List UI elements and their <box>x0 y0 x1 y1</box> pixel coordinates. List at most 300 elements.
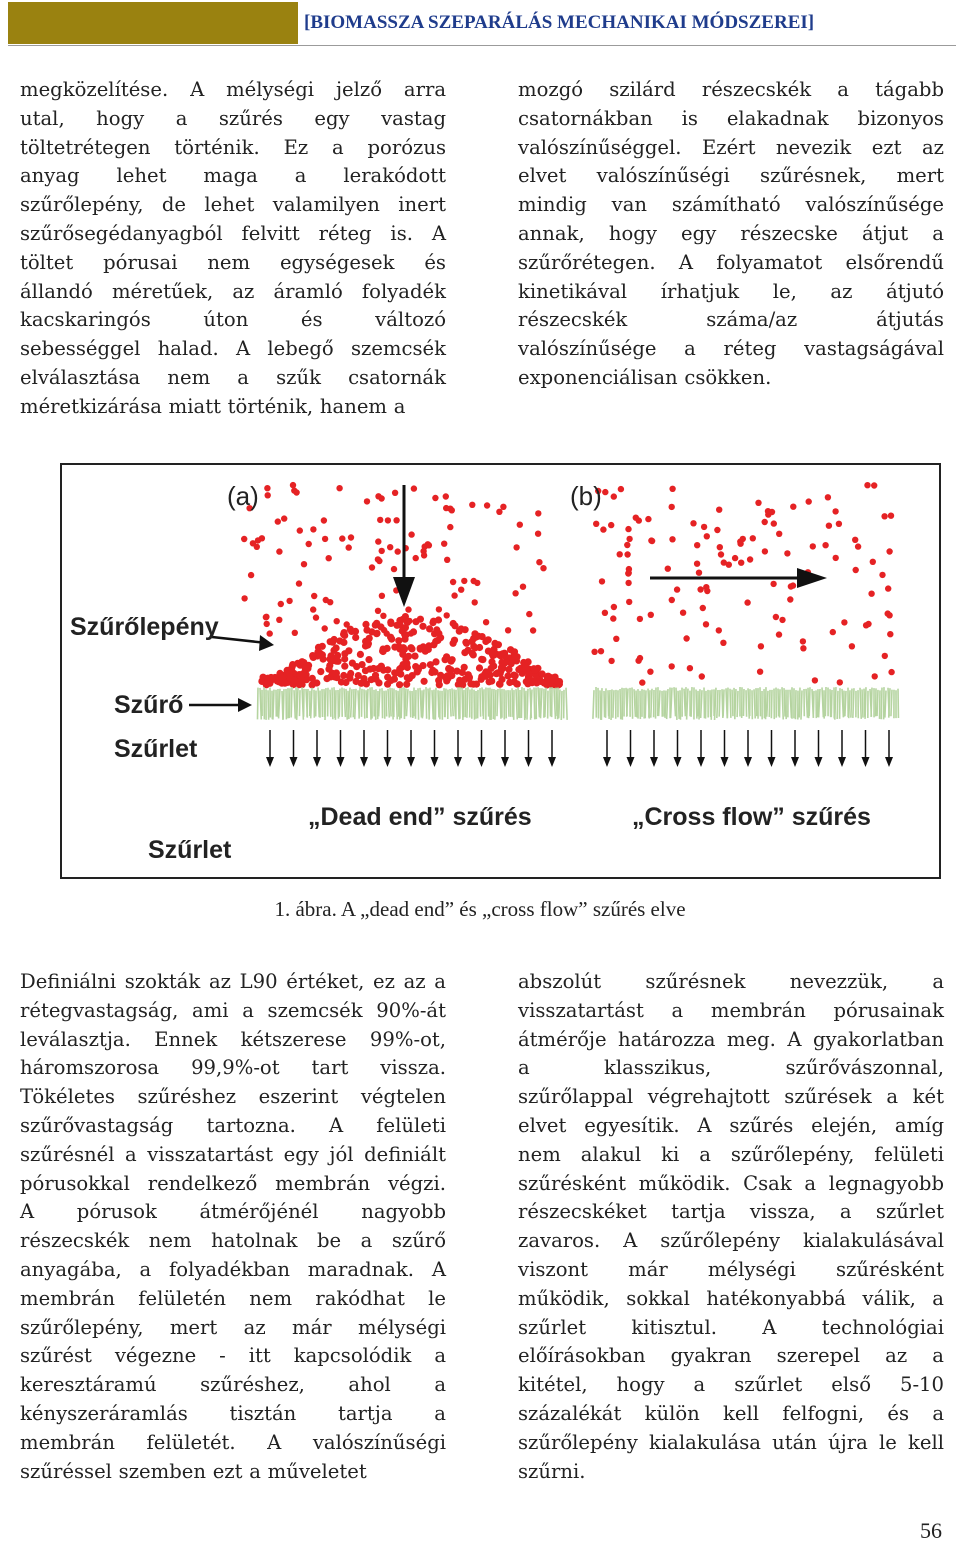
text-line: mozgó szilárd részecskék a tágabb <box>518 78 944 101</box>
filtrate-arrow-head <box>384 757 392 767</box>
text-line: töltet pórusai nem egységesek és <box>20 250 446 274</box>
particle <box>443 493 449 499</box>
filter-fiber <box>379 689 380 717</box>
header-divider <box>8 45 956 46</box>
filter-fiber <box>500 688 501 719</box>
filter-fiber <box>382 688 383 718</box>
filter-fiber <box>525 691 526 719</box>
particle <box>387 619 394 626</box>
text-line: részecskék nem hatolnak be a szűrő <box>20 1229 446 1253</box>
text-line: valószínűsége a réteg vastagságával <box>518 337 944 361</box>
particle <box>348 534 354 540</box>
text-line: nem alakul ki a szűrőlepény, felületi <box>518 1142 944 1166</box>
filtrate-arrow-head <box>454 757 462 767</box>
particle <box>683 635 689 641</box>
particle <box>396 617 403 624</box>
particle <box>421 678 428 685</box>
particle <box>872 673 878 679</box>
particle <box>885 610 891 616</box>
filter-fiber <box>390 687 391 716</box>
filter-fiber <box>445 689 446 718</box>
filter-fiber <box>384 691 385 719</box>
filter-fiber <box>401 688 402 719</box>
text-line: kényszeráramlás tisztán tartja a <box>20 1401 446 1425</box>
particle <box>784 550 790 556</box>
filter-fiber <box>307 689 308 717</box>
filter-fiber <box>885 691 886 718</box>
text-line: membrán felületét. A valószínűségi <box>20 1430 446 1454</box>
particle <box>291 677 298 684</box>
filter-fiber <box>541 688 542 718</box>
particle <box>633 515 639 521</box>
particle <box>776 531 782 537</box>
particle <box>491 640 498 647</box>
particle <box>863 622 869 628</box>
text-line: szűrni. <box>518 1459 586 1483</box>
text-line: részecskék száma/az átjutás <box>518 308 944 332</box>
filter-fiber <box>388 689 389 718</box>
text-line: leválasztja. Ennek kétszerese 99%-ot, <box>20 1027 446 1051</box>
filtration-diagram <box>62 465 939 877</box>
particle <box>665 566 671 572</box>
filter-fiber <box>474 690 475 720</box>
particle <box>264 485 270 491</box>
filter-fiber <box>429 688 430 720</box>
particle <box>352 628 359 635</box>
filter-fiber <box>685 687 686 716</box>
particle <box>347 670 354 677</box>
filter-fiber <box>510 690 511 717</box>
filter-fiber <box>727 688 728 719</box>
particle <box>375 538 381 544</box>
particle <box>250 540 256 546</box>
filter-fiber <box>392 688 393 719</box>
particle <box>505 627 511 633</box>
particle <box>369 564 375 570</box>
particle <box>453 668 460 675</box>
particle <box>870 559 876 565</box>
filter-fiber <box>480 688 481 717</box>
filter-fiber <box>539 688 540 716</box>
particle <box>517 522 523 528</box>
filter-fiber <box>735 689 736 717</box>
particle <box>618 486 624 492</box>
filter-fiber <box>396 690 397 719</box>
figure <box>60 463 941 879</box>
particle <box>430 618 437 625</box>
particle <box>626 570 632 576</box>
particle <box>384 681 391 688</box>
particle <box>714 527 720 533</box>
particle <box>468 638 475 645</box>
particle <box>871 482 877 488</box>
particle <box>385 517 391 523</box>
filter-fiber <box>268 690 269 720</box>
particle <box>392 490 398 496</box>
particle <box>290 482 296 488</box>
particle <box>776 631 782 637</box>
filter-fiber <box>426 687 427 719</box>
particle <box>404 619 411 626</box>
particle <box>626 599 632 605</box>
filter-fiber <box>330 690 331 717</box>
particle <box>490 663 497 670</box>
text-line: állandó méretűek, az áramló folyadék <box>20 279 446 303</box>
filter-fiber <box>367 689 368 718</box>
particle <box>462 626 469 633</box>
text-line: szűrlet kitisztul. A technológiai <box>518 1315 944 1339</box>
particle <box>501 652 508 659</box>
particle <box>306 541 312 547</box>
particle <box>333 674 340 681</box>
text-line: méretkizárása miatt történik, hanem a <box>20 394 406 418</box>
bottom-right-column <box>518 968 944 1486</box>
particle <box>836 521 842 527</box>
filter-fiber <box>351 689 352 717</box>
particle <box>530 627 536 633</box>
particle <box>379 548 385 554</box>
particle <box>525 675 532 682</box>
filter-fiber <box>782 687 783 719</box>
particle <box>404 674 411 681</box>
particle <box>535 531 541 537</box>
particle <box>341 655 348 662</box>
particle <box>694 561 700 567</box>
filter-fiber <box>545 688 546 717</box>
particle <box>441 541 447 547</box>
filtrate-arrow-head <box>815 757 823 767</box>
particle <box>328 658 335 665</box>
particle <box>599 578 605 584</box>
particle <box>704 588 710 594</box>
filter-fiber <box>465 688 466 717</box>
filter-fiber <box>809 687 810 716</box>
filter-fiber <box>518 687 519 718</box>
filter-fiber <box>871 688 872 717</box>
particle <box>744 599 750 605</box>
filtrate-arrow-head <box>548 757 556 767</box>
filter-fiber <box>819 689 820 717</box>
text-line: Tökéletes szűréshez eszerint végtelen <box>20 1085 446 1109</box>
particle <box>484 502 490 508</box>
particle <box>885 585 891 591</box>
particle <box>444 612 450 618</box>
text-line: exponenciálisan csökken. <box>518 365 772 389</box>
filter-fiber <box>458 687 459 719</box>
particle <box>302 665 309 672</box>
particle <box>310 606 316 612</box>
particle <box>410 628 417 635</box>
particle <box>340 672 347 679</box>
particle <box>611 493 617 499</box>
particle <box>449 507 455 513</box>
particle <box>773 614 779 620</box>
filter-fiber <box>273 690 274 720</box>
filter-fiber <box>386 690 387 716</box>
particle <box>378 663 385 670</box>
filtrate-arrow-head <box>838 757 846 767</box>
particle <box>513 680 520 687</box>
filtrate-arrow-head <box>501 757 509 767</box>
filter-fiber <box>799 688 800 718</box>
particle <box>368 628 375 635</box>
particle <box>323 597 329 603</box>
particle <box>500 504 506 510</box>
particle <box>403 681 410 688</box>
particle <box>514 653 521 660</box>
particle <box>345 647 352 654</box>
particle <box>520 584 526 590</box>
filter-fiber <box>550 687 551 716</box>
particle <box>471 578 477 584</box>
text-line: pórusokkal rendelkező membrán végzi. <box>20 1171 446 1195</box>
filter-fiber <box>743 689 744 716</box>
filter-fiber <box>339 689 340 717</box>
particle <box>626 536 632 542</box>
text-line: elvet valószínűségi szűrésnek, mert <box>518 164 944 188</box>
particle <box>311 593 317 599</box>
filter-fiber <box>418 688 419 720</box>
filter-fiber <box>318 687 319 717</box>
particle <box>319 643 326 650</box>
particle <box>447 524 453 530</box>
particle <box>286 598 292 604</box>
top-left-column <box>20 76 446 422</box>
filter-fiber <box>754 689 755 718</box>
particle <box>326 555 332 561</box>
particle <box>825 494 831 500</box>
filter-fiber <box>283 689 284 719</box>
text-line: kitétel, hogy a szűrlet első 5-10 <box>518 1373 944 1397</box>
filter-cake-label: Szűrőlepény <box>70 613 219 641</box>
particle <box>435 677 442 684</box>
particle <box>336 485 342 491</box>
particle <box>669 663 675 669</box>
particle <box>669 536 675 542</box>
particle <box>726 562 732 568</box>
particle <box>812 677 818 683</box>
text-line: rétegvastagság, ami a szemcsék 90%-át <box>20 998 446 1022</box>
particle <box>443 505 449 511</box>
filter-fiber <box>877 690 878 716</box>
filter-fiber <box>344 688 345 717</box>
particle <box>341 629 348 636</box>
filter-fiber <box>512 688 513 717</box>
particle <box>720 640 726 646</box>
particle <box>322 625 328 631</box>
particle <box>765 508 771 514</box>
particle <box>419 623 426 630</box>
particle <box>489 651 496 658</box>
particle <box>830 629 836 635</box>
filter-fiber <box>609 690 610 719</box>
filter-layers <box>257 687 898 720</box>
filter-fiber <box>497 689 498 716</box>
particle <box>879 572 885 578</box>
text-line: szűrőlepény, mert az már mélységi <box>20 1315 446 1339</box>
particle <box>365 656 372 663</box>
particle <box>391 566 397 572</box>
particle <box>833 555 839 561</box>
filter-fiber <box>667 689 668 719</box>
text-line: annak, hogy egy részecske átjut a <box>518 221 944 245</box>
particle <box>401 646 408 653</box>
filter-fiber <box>561 691 562 720</box>
particle <box>700 605 706 611</box>
particle <box>432 495 438 501</box>
filter-fiber <box>613 690 614 718</box>
text-line: anyag lehet maga a lerakódott <box>20 164 446 188</box>
particle <box>822 542 828 548</box>
filter-fiber <box>467 687 468 718</box>
particle <box>669 504 675 510</box>
particle <box>402 631 409 638</box>
particle <box>317 668 324 675</box>
particle <box>364 642 371 649</box>
particle <box>617 551 623 557</box>
particle <box>703 621 709 627</box>
particle <box>540 565 546 571</box>
filter-fiber <box>634 689 635 717</box>
particle <box>384 666 391 673</box>
particle <box>526 611 532 617</box>
filter-fiber <box>257 688 258 720</box>
particle <box>377 623 384 630</box>
filter-fiber <box>556 688 557 717</box>
filter-fiber <box>299 690 300 716</box>
particle <box>694 542 700 548</box>
particle <box>832 508 838 514</box>
particle <box>515 666 522 673</box>
filter-fiber <box>398 691 399 717</box>
particle <box>841 619 847 625</box>
text-line: membrán felületén nem rakódhat le <box>20 1286 446 1310</box>
filter-fiber <box>719 690 720 717</box>
filter-fiber <box>699 689 700 719</box>
filter-fiber <box>881 688 882 720</box>
particle <box>496 681 503 688</box>
particle <box>855 543 861 549</box>
particle <box>645 516 651 522</box>
particle <box>608 522 614 528</box>
particle <box>421 552 427 558</box>
filter-fiber <box>691 687 692 717</box>
particle <box>624 542 630 548</box>
text-line: működik, sokkal hatékonyabbá válik, a <box>518 1286 944 1310</box>
filtrate-arrow-head <box>360 757 368 767</box>
particle <box>284 667 291 674</box>
particle <box>276 617 282 623</box>
filter-fiber <box>435 688 436 720</box>
filter-fiber <box>566 688 567 720</box>
particle <box>849 643 855 649</box>
text-line: szűrőlepény, de lehet valamilyen inert <box>20 193 446 217</box>
particle <box>411 653 418 660</box>
page-number: 56 <box>920 1518 942 1543</box>
filter-fiber <box>710 690 711 717</box>
filter-fiber <box>364 689 365 718</box>
text-line: átmérője határozza meg. A gyakorlatban <box>518 1027 944 1051</box>
filtrate-arrow-head <box>862 757 870 767</box>
cross-flow-title: „Cross flow” szűrés <box>632 803 871 831</box>
filter-fiber <box>407 689 408 716</box>
particle <box>396 681 403 688</box>
particle <box>483 619 489 625</box>
particle <box>313 614 319 620</box>
filtrate-arrow-head <box>650 757 658 767</box>
particle <box>267 630 273 636</box>
text-line: abszolút szűrésnek nevezzük, a <box>518 970 944 993</box>
filter-fiber <box>450 689 451 717</box>
filtrate-arrow-head <box>313 757 321 767</box>
filter-fiber <box>294 690 295 718</box>
filter-fiber <box>746 690 747 717</box>
particle <box>450 579 456 585</box>
particle <box>417 646 424 653</box>
particle <box>886 548 892 554</box>
particle <box>669 486 675 492</box>
particle <box>341 663 348 670</box>
particle <box>395 637 402 644</box>
text-line: csatornákban is elakadnak bizonyos <box>518 106 944 130</box>
filtrate-arrow-head <box>603 757 611 767</box>
filter-fiber <box>410 691 411 718</box>
filtrate-arrow-head <box>525 757 533 767</box>
filter-fiber <box>678 691 679 719</box>
particle <box>473 681 480 688</box>
text-line: töltetrétegen történik. Ez a porózus <box>20 135 446 159</box>
particle <box>508 660 515 667</box>
filter-fiber <box>620 689 621 719</box>
particle <box>732 555 738 561</box>
particle <box>498 659 505 666</box>
text-line: sebességgel halad. A lebegő szemcsék <box>20 337 446 361</box>
text-line: viszont már mélységi szűrésként <box>518 1257 944 1281</box>
particle <box>412 618 419 625</box>
particle <box>387 634 394 641</box>
filter-fiber <box>355 689 356 719</box>
text-line: szűrővastagság tartozna. A felületi <box>20 1113 446 1137</box>
particle <box>323 675 330 682</box>
filter-fiber <box>359 687 360 719</box>
particle <box>377 517 383 523</box>
particle <box>718 551 724 557</box>
filter-fiber <box>452 688 453 716</box>
filter-fiber <box>687 689 688 720</box>
particle <box>716 627 722 633</box>
filter-fiber <box>813 691 814 718</box>
particle <box>699 673 705 679</box>
text-line: szűrősegédanyagból felvitt réteg is. A <box>20 221 446 245</box>
filtrate-arrow-head <box>266 757 274 767</box>
particle <box>370 665 377 672</box>
particle <box>472 599 478 605</box>
filter-fiber <box>711 689 712 719</box>
particle <box>868 591 874 597</box>
filter-fiber <box>717 690 718 718</box>
filtrate-arrow-head <box>744 757 752 767</box>
text-line: kinetikával írhatjuk le, az átjutó <box>518 279 944 303</box>
particle <box>451 592 457 598</box>
particle <box>281 515 287 521</box>
filter-fiber <box>837 691 838 719</box>
filter-fiber <box>611 689 612 720</box>
particle <box>396 665 403 672</box>
filter-fiber <box>795 690 796 719</box>
particle <box>535 510 541 516</box>
particle <box>488 678 495 685</box>
particle <box>888 669 894 675</box>
